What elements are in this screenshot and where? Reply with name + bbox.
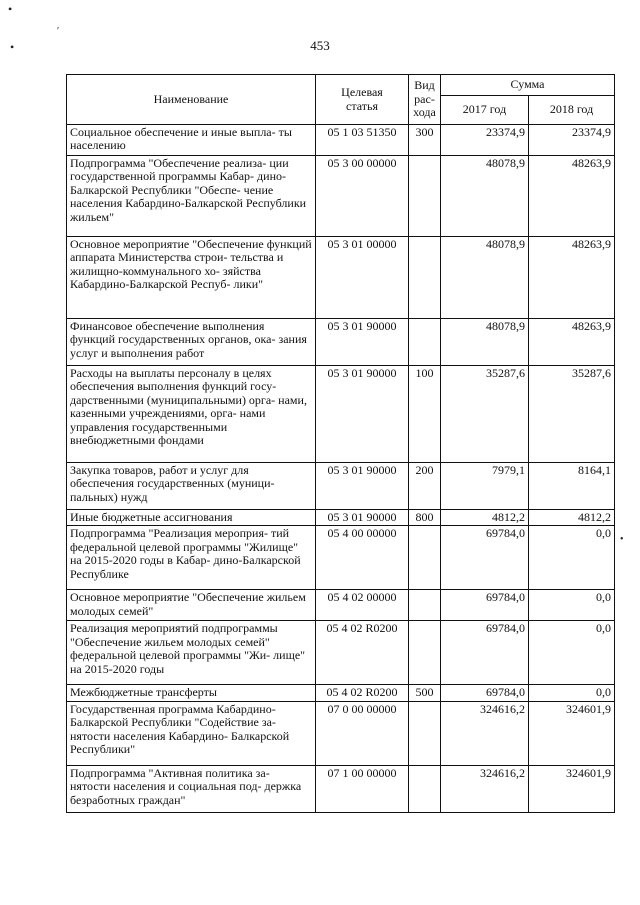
row-type: 300 — [409, 125, 441, 156]
header-type: Вид рас- хода — [409, 75, 441, 125]
row-name: Иные бюджетные ассигнования — [67, 510, 316, 526]
header-name: Наименование — [67, 75, 316, 125]
row-code: 05 4 02 00000 — [316, 590, 409, 621]
row-code: 05 3 01 90000 — [316, 366, 409, 463]
row-value-2017: 7979,1 — [441, 463, 529, 510]
table-body — [67, 125, 615, 813]
row-name: Закупка товаров, работ и услуг для обеспечения государственных (муници- пальных) нужд — [67, 463, 316, 510]
row-code: 05 1 03 51350 — [316, 125, 409, 156]
row-value-2017: 69784,0 — [441, 685, 529, 701]
row-name: Подпрограмма "Обеспечение реализа- ции государственной программы Кабар- дино-Балкарской Республики "Обеспе- чение населения Кабардино-Балкарской Республики жильем" — [67, 156, 316, 237]
row-value-2017: 23374,9 — [441, 125, 529, 156]
scan-speck-mark: ′ — [57, 26, 60, 37]
table-row — [67, 621, 615, 685]
table-row — [67, 237, 615, 319]
row-type: 100 — [409, 366, 441, 463]
row-value-2017: 69784,0 — [441, 526, 529, 590]
row-type — [409, 237, 441, 319]
row-value-2017: 69784,0 — [441, 621, 529, 685]
row-value-2017: 4812,2 — [441, 510, 529, 526]
row-value-2017: 48078,9 — [441, 319, 529, 366]
row-value-2018: 0,0 — [529, 590, 615, 621]
table-row — [67, 463, 615, 510]
row-value-2018: 48263,9 — [529, 156, 615, 237]
table-row — [67, 701, 615, 765]
row-name: Финансовое обеспечение выполнения функций государственных органов, ока- зания услуг и выполнения работ — [67, 319, 316, 366]
row-name: Государственная программа Кабардино- Балкарской Республики "Содействие за- нятости населения Кабардино- Балкарской Республики" — [67, 701, 316, 765]
row-value-2017: 48078,9 — [441, 237, 529, 319]
row-type: 200 — [409, 463, 441, 510]
row-value-2018: 8164,1 — [529, 463, 615, 510]
table-row — [67, 765, 615, 812]
row-value-2018: 0,0 — [529, 685, 615, 701]
row-value-2017: 35287,6 — [441, 366, 529, 463]
table-row — [67, 590, 615, 621]
row-value-2018: 324601,9 — [529, 765, 615, 812]
row-name: Подпрограмма "Активная политика за- нятости населения и социальная под- держка безработных граждан" — [67, 765, 316, 812]
row-type — [409, 701, 441, 765]
row-code: 05 4 02 R0200 — [316, 621, 409, 685]
row-name: Реализация мероприятий подпрограммы "Обеспечение жильем молодых семей" федеральной целевой программы "Жи- лище" на 2015-2020 годы — [67, 621, 316, 685]
table-row — [67, 319, 615, 366]
table-row — [67, 685, 615, 701]
row-value-2018: 324601,9 — [529, 701, 615, 765]
table-header — [67, 75, 615, 125]
row-value-2017: 324616,2 — [441, 765, 529, 812]
table-row — [67, 526, 615, 590]
row-name: Подпрограмма "Реализация мероприя- тий федеральной целевой программы "Жилище" на 2015-2020 годы в Кабар- дино-Балкарской Республике — [67, 526, 316, 590]
scan-dot-mark: • — [620, 534, 624, 545]
row-code: 05 3 00 00000 — [316, 156, 409, 237]
row-name: Основное мероприятие "Обеспечение жильем молодых семей" — [67, 590, 316, 621]
row-code: 07 0 00 00000 — [316, 701, 409, 765]
scan-dot-mark: • — [8, 2, 13, 16]
row-value-2018: 35287,6 — [529, 366, 615, 463]
scan-dot-mark: • — [10, 40, 15, 54]
row-value-2018: 48263,9 — [529, 237, 615, 319]
budget-table — [66, 74, 615, 813]
row-code: 05 4 00 00000 — [316, 526, 409, 590]
row-value-2018: 23374,9 — [529, 125, 615, 156]
row-code: 05 4 02 R0200 — [316, 685, 409, 701]
table-row — [67, 366, 615, 463]
row-value-2018: 48263,9 — [529, 319, 615, 366]
row-type — [409, 526, 441, 590]
row-code: 05 3 01 90000 — [316, 510, 409, 526]
row-code: 05 3 01 90000 — [316, 463, 409, 510]
table-row — [67, 156, 615, 237]
header-code: Целевая статья — [316, 75, 409, 125]
row-code: 07 1 00 00000 — [316, 765, 409, 812]
row-type — [409, 319, 441, 366]
header-sum: Сумма — [441, 75, 615, 96]
row-value-2018: 0,0 — [529, 526, 615, 590]
row-type — [409, 765, 441, 812]
header-year-2018: 2018 год — [529, 96, 615, 125]
row-type — [409, 156, 441, 237]
table-row — [67, 125, 615, 156]
row-value-2018: 0,0 — [529, 621, 615, 685]
row-name: Основное мероприятие "Обеспечение функций аппарата Министерства строи- тельства и жилищно-коммунального хо- зяйства Кабардино-Балкарской Респуб- лики" — [67, 237, 316, 319]
row-name: Социальное обеспечение и иные выпла- ты населению — [67, 125, 316, 156]
row-type — [409, 590, 441, 621]
row-value-2017: 324616,2 — [441, 701, 529, 765]
row-value-2018: 4812,2 — [529, 510, 615, 526]
row-code: 05 3 01 00000 — [316, 237, 409, 319]
row-name: Расходы на выплаты персоналу в целях обеспечения выполнения функций госу- дарственными (муниципальными) орга- нами, казенными учреждениями, орга- нами управления государственными внебюджетными фондами — [67, 366, 316, 463]
row-type: 800 — [409, 510, 441, 526]
row-value-2017: 48078,9 — [441, 156, 529, 237]
page-number: 453 — [310, 38, 330, 53]
row-code: 05 3 01 90000 — [316, 319, 409, 366]
row-type — [409, 621, 441, 685]
row-value-2017: 69784,0 — [441, 590, 529, 621]
table-row — [67, 510, 615, 526]
header-year-2017: 2017 год — [441, 96, 529, 125]
row-name: Межбюджетные трансферты — [67, 685, 316, 701]
row-type: 500 — [409, 685, 441, 701]
